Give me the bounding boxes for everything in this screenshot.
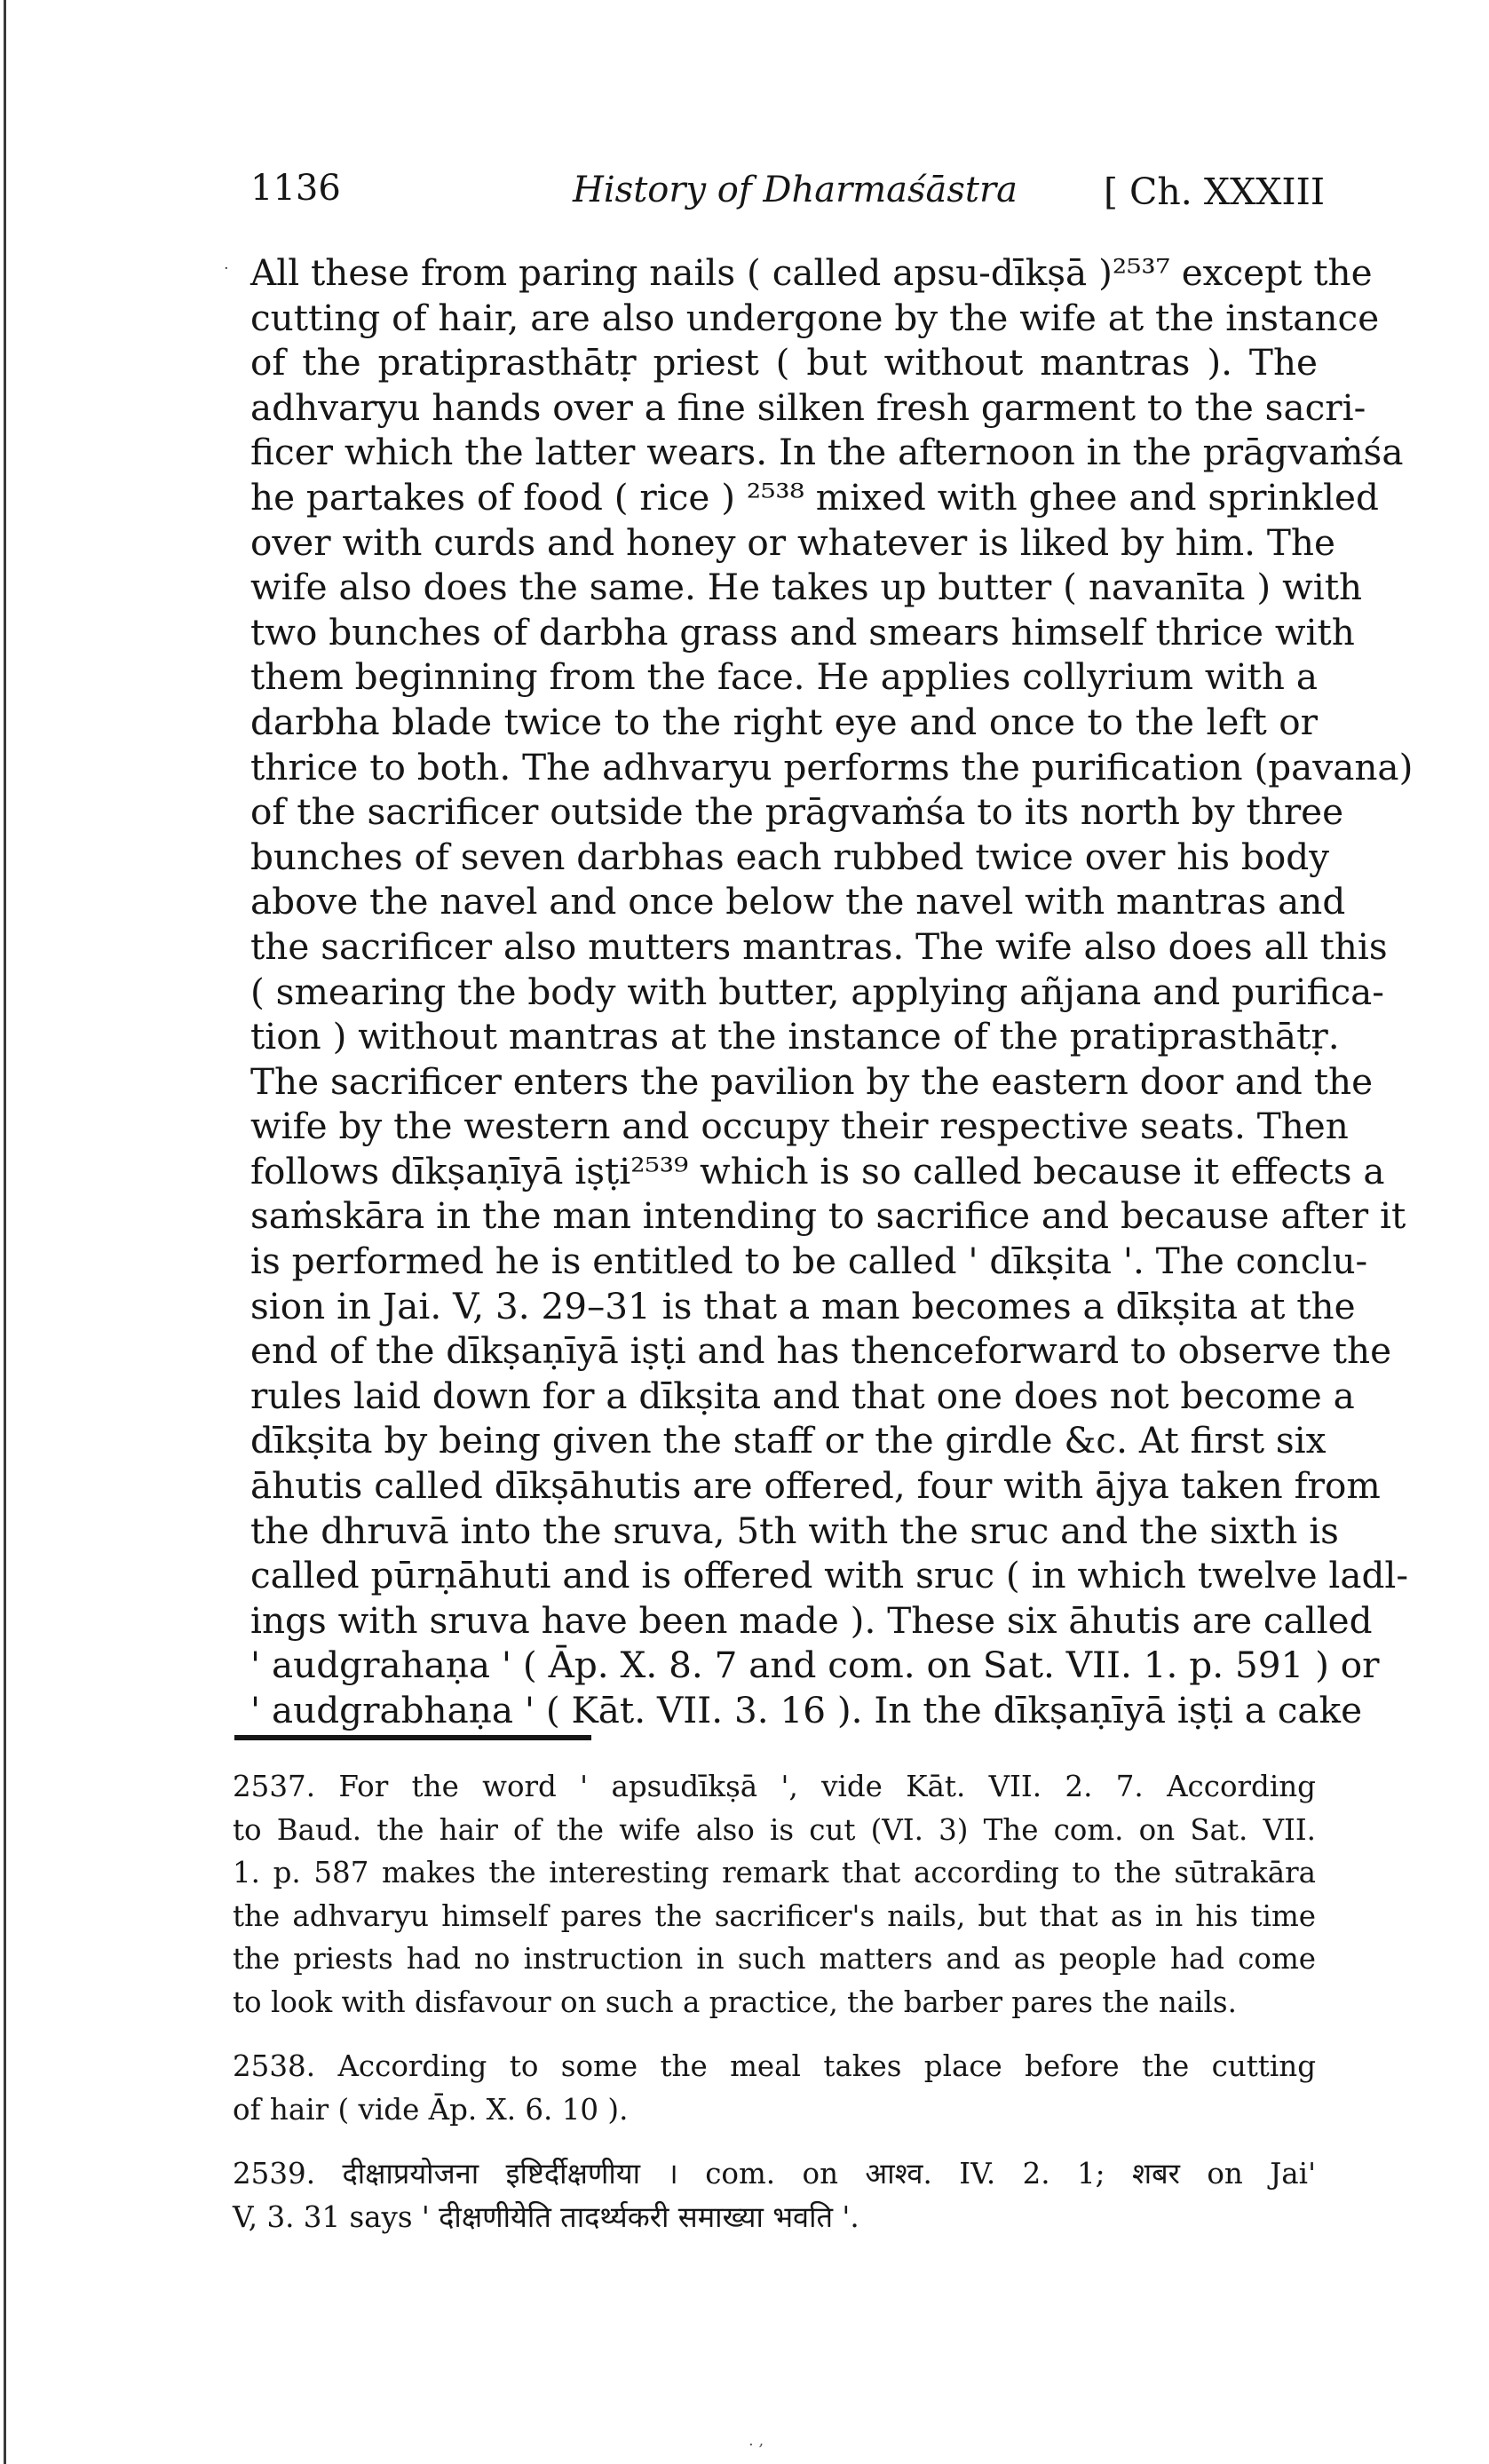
body-text-line: ( smearing the body with butter, applying añjana and purifica- xyxy=(250,970,1384,1013)
footnote-line: 1. p. 587 makes the interesting remark that according to the sūtrakāra xyxy=(233,1856,1316,1890)
body-text-line: end of the dīkṣaṇīyā iṣṭi and has thenceforward to observe the xyxy=(250,1329,1392,1373)
body-text-line: two bunches of darbha grass and smears himself thrice with xyxy=(250,610,1355,654)
footnote-line: of hair ( vide Āp. X. 6. 10 ). xyxy=(233,2092,629,2127)
footnote-line: to Baud. the hair of the wife also is cut (VI. 3) The com. on Sat. VII. xyxy=(233,1812,1316,1847)
body-text-line: All these from paring nails ( called apsu-dīkṣā )²⁵³⁷ except the xyxy=(250,251,1373,294)
body-text-line: ings with sruva have been made ). These six āhutis are called xyxy=(250,1598,1373,1642)
body-text-line: darbha blade twice to the right eye and once to the left or xyxy=(250,700,1318,743)
body-text-line: ficer which the latter wears. In the afternoon in the prāgvaṁśa xyxy=(250,431,1404,474)
body-text-line: ' audgrahaṇa ' ( Āp. X. 8. 7 and com. on Sat. VII. 1. p. 591 ) or xyxy=(250,1644,1380,1687)
body-text-line: rules laid down for a dīkṣita and that one does not become a xyxy=(250,1374,1355,1417)
body-text-line: wife by the western and occupy their respective seats. Then xyxy=(250,1105,1349,1148)
footnote xyxy=(233,2152,1316,2238)
page-header xyxy=(0,158,1489,220)
footnote-gap xyxy=(233,2131,1316,2152)
footnote-line: the priests had no instruction in such matters and as people had come xyxy=(233,1942,1316,1976)
body-text-line: āhutis called dīkṣāhutis are offered, four with ājya taken from xyxy=(250,1464,1381,1508)
body-text-line: sion in Jai. V, 3. 29–31 is that a man becomes a dīkṣita at the xyxy=(250,1284,1356,1327)
body-text-line: is performed he is entitled to be called ' dīkṣita '. The conclu- xyxy=(250,1240,1368,1283)
bottom-scan-mark: . , xyxy=(748,2431,764,2450)
body-text-line: dīkṣita by being given the staff or the girdle &c. At first six xyxy=(250,1419,1327,1462)
body-text-line: follows dīkṣaṇīyā iṣṭi²⁵³⁹ which is so called because it effects a xyxy=(250,1149,1385,1192)
footnote-line: 2538. According to some the meal takes place before the cutting xyxy=(233,2049,1316,2083)
chapter-label: [ Ch. XXXIII xyxy=(1104,170,1326,213)
body-text-line: cutting of hair, are also undergone by the wife at the instance xyxy=(250,296,1380,339)
footnote-line: 2539. दीक्षाप्रयोजना इष्टिर्दीक्षणीया । com. on आश्व. IV. 2. 1; शबर on Jai' xyxy=(233,2157,1316,2191)
footnote-line: V, 3. 31 says ' दीक्षणीयेति तादर्थ्यकरी समाख्या भवति '. xyxy=(233,2199,859,2234)
footnote xyxy=(233,2045,1316,2131)
body-text-line: the sacrificer also mutters mantras. The wife also does all this xyxy=(250,924,1388,968)
body-text-line: the dhruvā into the sruva, 5th with the sruc and the sixth is xyxy=(250,1509,1339,1552)
body-text-line: he partakes of food ( rice ) ²⁵³⁸ mixed with ghee and sprinkled xyxy=(250,475,1379,519)
body-text-line: them beginning from the face. He applies collyrium with a xyxy=(250,655,1318,699)
footnote-line: 2537. For the word ' apsudīkṣā ', vide Kāt. VII. 2. 7. According xyxy=(233,1770,1316,1803)
footnote xyxy=(233,1765,1316,2024)
body-text-line: thrice to both. The adhvaryu performs the purification (pavana) xyxy=(250,745,1414,788)
running-title: History of Dharmaśāstra xyxy=(573,170,1018,210)
body-text-line: above the navel and once below the navel with mantras and xyxy=(250,880,1346,923)
scan-edge-line xyxy=(4,0,6,2464)
footnote-separator-rule xyxy=(234,1735,591,1740)
body-text-line: wife also does the same. He takes up butter ( navanīta ) with xyxy=(250,566,1363,609)
page-number: 1136 xyxy=(250,168,341,209)
body-text-line: saṁskāra in the man intending to sacrifice and because after it xyxy=(250,1194,1406,1238)
body-text-line: called pūrṇāhuti and is offered with sruc ( in which twelve ladl- xyxy=(250,1554,1409,1597)
body-text-line: The sacrificer enters the pavilion by the eastern door and the xyxy=(250,1059,1374,1103)
footnotes-block xyxy=(233,1765,1316,2238)
body-text-line: adhvaryu hands over a fine silken fresh garment to the sacri- xyxy=(250,385,1366,429)
footnote-gap xyxy=(233,2024,1316,2045)
body-text-line: over with curds and honey or whatever is liked by him. The xyxy=(250,520,1335,564)
footnote-line: the adhvaryu himself pares the sacrificer's nails, but that as in his time xyxy=(233,1898,1316,1933)
main-text-block xyxy=(250,250,1414,1733)
body-text-line: of the pratiprasthātṛ priest ( but without mantras ). The xyxy=(250,341,1318,384)
body-text-line: of the sacrificer outside the prāgvaṁśa to its north by three xyxy=(250,790,1344,834)
body-text-line: ' audgrabhaṇa ' ( Kāt. VII. 3. 16 ). In the dīkṣaṇīyā iṣṭi a cake xyxy=(250,1689,1363,1731)
body-text-line: bunches of seven darbhas each rubbed twice over his body xyxy=(250,835,1330,878)
body-text-line: tion ) without mantras at the instance of the pratiprasthātṛ. xyxy=(250,1015,1340,1058)
stray-dot-mark: · xyxy=(224,259,229,278)
footnote-line: to look with disfavour on such a practice, the barber pares the nails. xyxy=(233,1985,1237,2019)
